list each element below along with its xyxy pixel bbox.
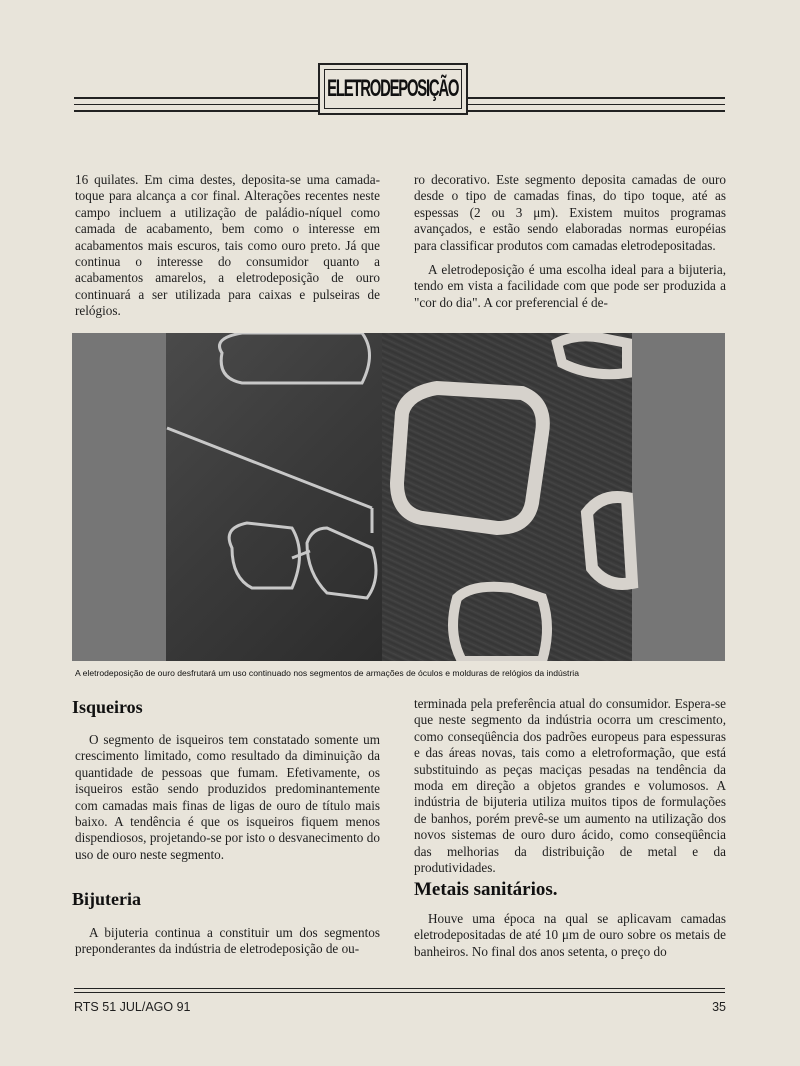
heading-metais-sanitarios: Metais sanitários. [414, 879, 558, 900]
footer-issue: RTS 51 JUL/AGO 91 [74, 1000, 191, 1014]
page-number: 35 [712, 1000, 726, 1014]
paragraph-bijuteria: A bijuteria continua a constituir um dos segmentos preponderantes da indústria de eletrodeposição de ou- [75, 925, 380, 957]
paragraph-top-right-2: A eletrodeposição é uma escolha ideal para a bijuteria, tendo em vista a facilidade com que pode ser produzida a "cor do dia". A cor preferencial é de- [414, 262, 726, 310]
section-title: ELETRODEPOSIÇÃO [327, 75, 459, 102]
column-top-right [414, 172, 726, 311]
photo-illustration [72, 333, 725, 661]
footer-rule-top [74, 988, 725, 989]
paragraph-continuation: terminada pela preferência atual do consumidor. Espera-se que neste segmento da indústria ocorra um crescimento, como conseqüência dos padrões europeus para espessuras e das áreas novas, tais como a eletroformação, que está substituindo as peças maciças pesadas na tendência da moda em direção a objetos grandes e volumosos. A indústria de bijuteria utiliza muitos tipos de formulações de banhos, porém prevê-se um aumento na utilização dos novos sistemas de ouro duro ácido, como conseqüência das melhorias da distribuição de metal e da produtividades. [414, 696, 726, 876]
column-metais [414, 911, 726, 960]
column-top-left [75, 172, 380, 320]
paragraph-top-right-1: ro decorativo. Este segmento deposita camadas de ouro desde o tipo de camadas finas, do tipo toque, até as espessas (2 ou 3 μm). Existem muitos programas avançados, e estão sendo elaboradas normas européias para classificar produtos com camadas eletrodepositadas. [414, 172, 726, 253]
paragraph-isqueiros: O segmento de isqueiros tem constatado somente um crescimento limitado, como resultado da diminuição da quantidade de pessoas que fumam. Efetivamente, os isqueiros estão sendo produzidos predominantemente com camadas mais finas de ligas de ouro de título mais baixo. A tendência é que os isqueiros fiquem menos dispendiosos, projetando-se por isto o desvanecimento do uso de ouro neste segmento. [75, 732, 380, 862]
figure-caption: A eletrodeposição de ouro desfrutará um uso continuado nos segmentos de armações de óculos e molduras de relógios da indústria [75, 668, 579, 678]
column-bijuteria [75, 925, 380, 958]
heading-bijuteria: Bijuteria [72, 889, 141, 909]
column-bottom-left [75, 732, 380, 863]
figure-photo [72, 333, 725, 661]
paragraph-metais: Houve uma época na qual se aplicavam camadas eletrodepositadas de até 10 μm de ouro sobre os metais de banheiros. No final dos anos setenta, o preço do [414, 911, 726, 959]
paragraph-top-left: 16 quilates. Em cima destes, deposita-se uma camada-toque para alcança a cor final. Alterações recentes neste campo incluem a utilização de paládio-níquel como camada de acabamento, bem como o interesse em acabamentos mais escuros, tais como ouro preto. Já que continua o interesse do consumidor quanto a acabamentos amarelos, a eletrodeposição de ouro continuará a ser utilizada para caixas e pulseiras de relógios. [75, 172, 380, 319]
heading-isqueiros: Isqueiros [72, 697, 143, 717]
section-header-box [318, 63, 468, 115]
footer-rule-bottom [74, 992, 725, 993]
column-bottom-right [414, 696, 726, 876]
